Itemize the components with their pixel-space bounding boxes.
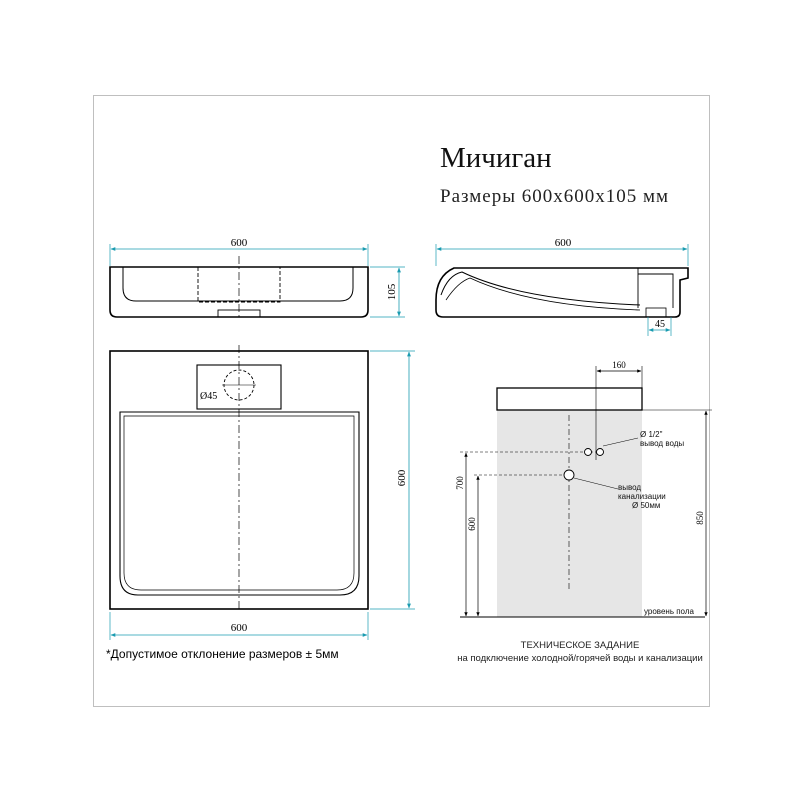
water-outlet-label: вывод воды: [640, 439, 685, 448]
side-view: [436, 237, 688, 336]
top-width-label: 600: [230, 622, 248, 634]
wall-area: [497, 410, 642, 617]
drain-outlet-label-2: канализации: [618, 492, 666, 501]
product-dimensions: Размеры 600х600х105 мм: [440, 186, 670, 207]
hot-water-outlet: [597, 449, 604, 456]
cold-water-outlet: [585, 449, 592, 456]
front-height-label: 105: [386, 283, 398, 301]
side-offset-label: 45: [655, 319, 665, 330]
water-outlet-diameter: Ø 1/2": [640, 430, 663, 439]
drain-outlet-label-1: вывод: [618, 483, 642, 492]
product-title: Мичиган: [440, 142, 552, 174]
offset-160-label: 160: [612, 360, 626, 370]
installed-sink: [497, 388, 642, 410]
height-600-label: 600: [467, 517, 477, 531]
drain-outlet: [564, 470, 574, 480]
side-width-label: 600: [554, 237, 572, 249]
height-850-label: 850: [695, 511, 705, 525]
drain-diameter-label: Ø45: [200, 391, 218, 402]
front-view: [110, 237, 405, 318]
top-view: [110, 345, 415, 640]
top-depth-label: 600: [396, 469, 408, 487]
front-width-label: 600: [230, 237, 248, 249]
floor-label: уровень пола: [644, 607, 694, 616]
tech-spec-title: ТЕХНИЧЕСКОЕ ЗАДАНИЕ: [520, 640, 640, 651]
height-700-label: 700: [455, 476, 465, 490]
tech-spec-subtitle: на подключение холодной/горячей воды и канализации: [457, 653, 703, 664]
tolerance-note: *Допустимое отклонение размеров ± 5мм: [106, 647, 339, 661]
drain-outlet-diameter: Ø 50мм: [632, 501, 661, 510]
installation-diagram: [455, 360, 712, 617]
